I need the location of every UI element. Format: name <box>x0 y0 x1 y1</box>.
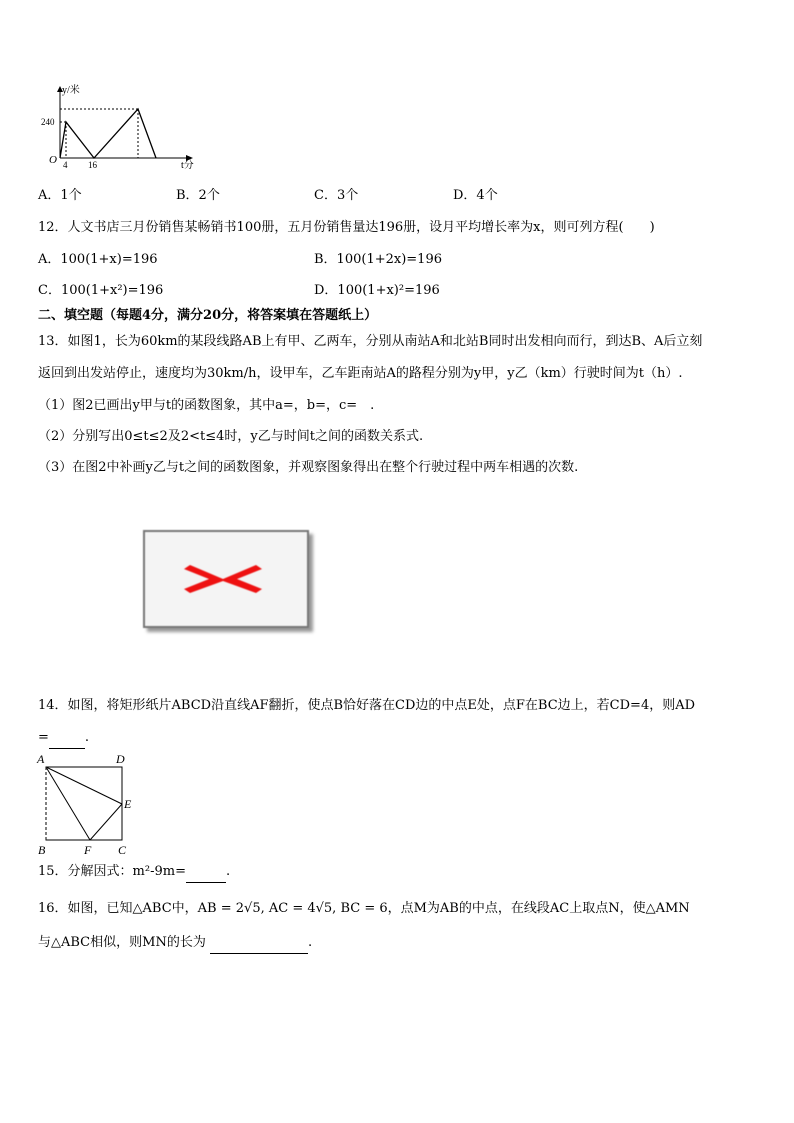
q16-text: 与△ABC相似，则MN的长为 <box>38 935 206 950</box>
label-e: E <box>124 797 132 811</box>
q14-answer-blank[interactable] <box>49 728 85 749</box>
q11-option-b: B．2个 <box>176 188 220 203</box>
y-tick-240: 240 <box>41 117 55 127</box>
q11-option-a: A．1个 <box>38 188 82 203</box>
label-b: B <box>38 843 46 857</box>
q15-period: . <box>225 864 231 879</box>
q16-line1: 16．如图，已知△ABC中，AB = 2√5, AC = 4√5, BC = 6，点M为AB的中点，在线段AC上取点N，使△AMN <box>38 901 690 916</box>
q12-option-c: C．100(1+x²)=196 <box>38 283 164 298</box>
q16-line2 <box>38 933 312 954</box>
label-d: D <box>116 752 125 766</box>
broken-image-icon <box>145 532 307 626</box>
q13-line1: 13．如图1，长为60km的某段线路AB上有甲、乙两车，分别从南站A和北站B同时出发相向而行，到达B、A后立刻 <box>38 334 703 349</box>
x-label: t分 <box>181 160 194 171</box>
q13-sub2: （2）分别写出0≤t≤2及2<t≤4时，y乙与时间t之间的函数关系式. <box>38 429 424 444</box>
label-f: F <box>84 843 92 857</box>
q14-line1: 14．如图，将矩形纸片ABCD沿直线AF翻折，使点B恰好落在CD边的中点E处，点F在BC边上，若CD=4，则AD <box>38 698 696 713</box>
graph-line <box>60 109 156 158</box>
q13-sub3: （3）在图2中补画y乙与t之间的函数图象，并观察图象得出在整个行驶过程中两车相遇的次数. <box>38 460 579 475</box>
segment-fe <box>90 804 122 840</box>
x-tick-4: 4 <box>63 160 68 170</box>
q15-line <box>38 862 230 883</box>
y-label: y/米 <box>62 85 80 96</box>
rectangle-abcd <box>46 767 122 840</box>
q14-period: . <box>84 730 90 745</box>
section-title: 二、填空题（每题4分，满分20分，将答案填在答题纸上） <box>38 308 378 323</box>
x-tick-16: 16 <box>88 160 97 170</box>
q16-answer-blank[interactable] <box>210 933 308 954</box>
q13-sub1: （1）图2已画出y甲与t的函数图象，其中a=，b=，c= . <box>38 398 375 413</box>
q12-option-d: D．100(1+x)²=196 <box>314 283 440 298</box>
q12-stem: 12．人文书店三月份销售某畅销书100册，五月份销售量达196册，设月平均增长率为x，则可列方程( ) <box>38 220 655 235</box>
label-c: C <box>118 843 127 857</box>
q14-equals: = <box>38 730 49 745</box>
distance-time-graph <box>38 82 208 172</box>
q15-text: 15．分解因式：m²-9m= <box>38 864 186 879</box>
label-a: A <box>37 752 45 766</box>
q14-line2 <box>38 728 89 749</box>
q15-answer-blank[interactable] <box>186 862 226 883</box>
rectangle-fold-figure <box>34 748 144 858</box>
q11-option-d: D．4个 <box>453 188 498 203</box>
broken-image-placeholder <box>143 530 309 628</box>
origin-label: O <box>49 154 57 166</box>
q11-option-c: C．3个 <box>314 188 359 203</box>
q13-line2: 返回到出发站停止，速度均为30km/h，设甲车，乙车距南站A的路程分别为y甲，y乙（km）行驶时间为t（h）. <box>38 366 683 381</box>
q12-option-b: B．100(1+2x)=196 <box>314 252 442 267</box>
q16-period: . <box>307 935 313 950</box>
q12-option-a: A．100(1+x)=196 <box>38 252 158 267</box>
